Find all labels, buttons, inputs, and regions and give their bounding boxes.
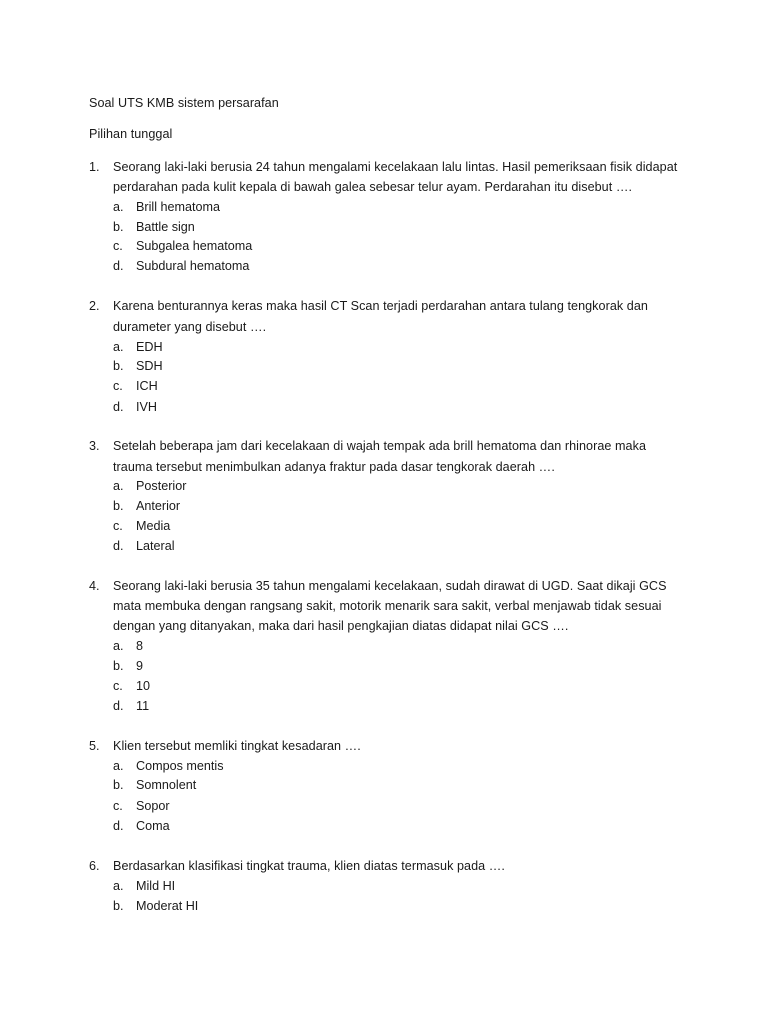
option-letter: a. — [113, 200, 124, 214]
question-text-line: perdarahan pada kulit kepala di bawah galea sebesar telur ayam. Perdarahan itu disebut …. — [113, 180, 633, 194]
option-letter: a. — [113, 759, 124, 773]
question-text-line: durameter yang disebut …. — [113, 320, 267, 334]
option-text: SDH — [136, 359, 163, 373]
option-letter: b. — [113, 499, 124, 513]
option-text: 9 — [136, 659, 144, 673]
option-text: Lateral — [136, 539, 175, 553]
option-text: Brill hematoma — [136, 200, 220, 214]
option-text: Somnolent — [136, 778, 197, 792]
option-letter: c. — [113, 519, 123, 533]
option-letter: b. — [113, 778, 124, 792]
option-letter: c. — [113, 679, 123, 693]
question-number: 3. — [89, 439, 100, 453]
question-text-line: mata membuka dengan rangsang sakit, motorik menarik sara sakit, verbal menjawab tidak sesuai — [113, 599, 662, 613]
option-text: Coma — [136, 819, 170, 833]
option-text: Media — [136, 519, 171, 533]
option-letter: b. — [113, 659, 124, 673]
option-text: Sopor — [136, 799, 170, 813]
option-text: Moderat HI — [136, 899, 199, 913]
option-letter: a. — [113, 340, 124, 354]
section-heading: Pilihan tunggal — [89, 127, 173, 141]
option-letter: c. — [113, 799, 123, 813]
option-letter: d. — [113, 819, 124, 833]
option-letter: d. — [113, 259, 124, 273]
option-letter: a. — [113, 879, 124, 893]
option-text: 11 — [136, 699, 150, 713]
question-text-line: Berdasarkan klasifikasi tingkat trauma, klien diatas termasuk pada …. — [113, 859, 505, 873]
option-text: Battle sign — [136, 220, 195, 234]
document-title: Soal UTS KMB sistem persarafan — [89, 96, 279, 110]
question-text-line: Karena benturannya keras maka hasil CT Scan terjadi perdarahan antara tulang tengkorak dan — [113, 299, 648, 313]
option-text: Subgalea hematoma — [136, 239, 253, 253]
question-text-line: trauma tersebut menimbulkan adanya fraktur pada dasar tengkorak daerah …. — [113, 460, 555, 474]
option-letter: d. — [113, 400, 124, 414]
question-number: 2. — [89, 299, 100, 313]
question-text-line: Seorang laki-laki berusia 24 tahun mengalami kecelakaan lalu lintas. Hasil pemeriksaan fisik didapat — [113, 160, 678, 174]
option-text: Posterior — [136, 479, 187, 493]
option-text: IVH — [136, 400, 157, 414]
option-letter: b. — [113, 220, 124, 234]
option-text: Mild HI — [136, 879, 176, 893]
option-letter: d. — [113, 539, 124, 553]
question-number: 4. — [89, 579, 100, 593]
option-letter: c. — [113, 379, 123, 393]
option-letter: b. — [113, 899, 124, 913]
question-number: 1. — [89, 160, 100, 174]
question-text-line: Setelah beberapa jam dari kecelakaan di wajah tempak ada brill hematoma dan rhinorae maka — [113, 439, 646, 453]
option-letter: a. — [113, 479, 124, 493]
option-text: ICH — [136, 379, 158, 393]
option-text: 10 — [136, 679, 151, 693]
option-letter: c. — [113, 239, 123, 253]
question-text-line: dengan yang ditanyakan, maka dari hasil pengkajian diatas didapat nilai GCS …. — [113, 619, 569, 633]
option-letter: d. — [113, 699, 124, 713]
option-letter: b. — [113, 359, 124, 373]
question-number: 6. — [89, 859, 100, 873]
question-text-line: Klien tersebut memliki tingkat kesadaran …. — [113, 739, 361, 753]
option-text: Anterior — [136, 499, 181, 513]
option-text: Compos mentis — [136, 759, 224, 773]
option-text: Subdural hematoma — [136, 259, 250, 273]
option-text: 8 — [136, 639, 144, 653]
question-number: 5. — [89, 739, 100, 753]
question-text-line: Seorang laki-laki berusia 35 tahun mengalami kecelakaan, sudah dirawat di UGD. Saat dikaji GCS — [113, 579, 667, 593]
option-letter: a. — [113, 639, 124, 653]
option-text: EDH — [136, 340, 163, 354]
